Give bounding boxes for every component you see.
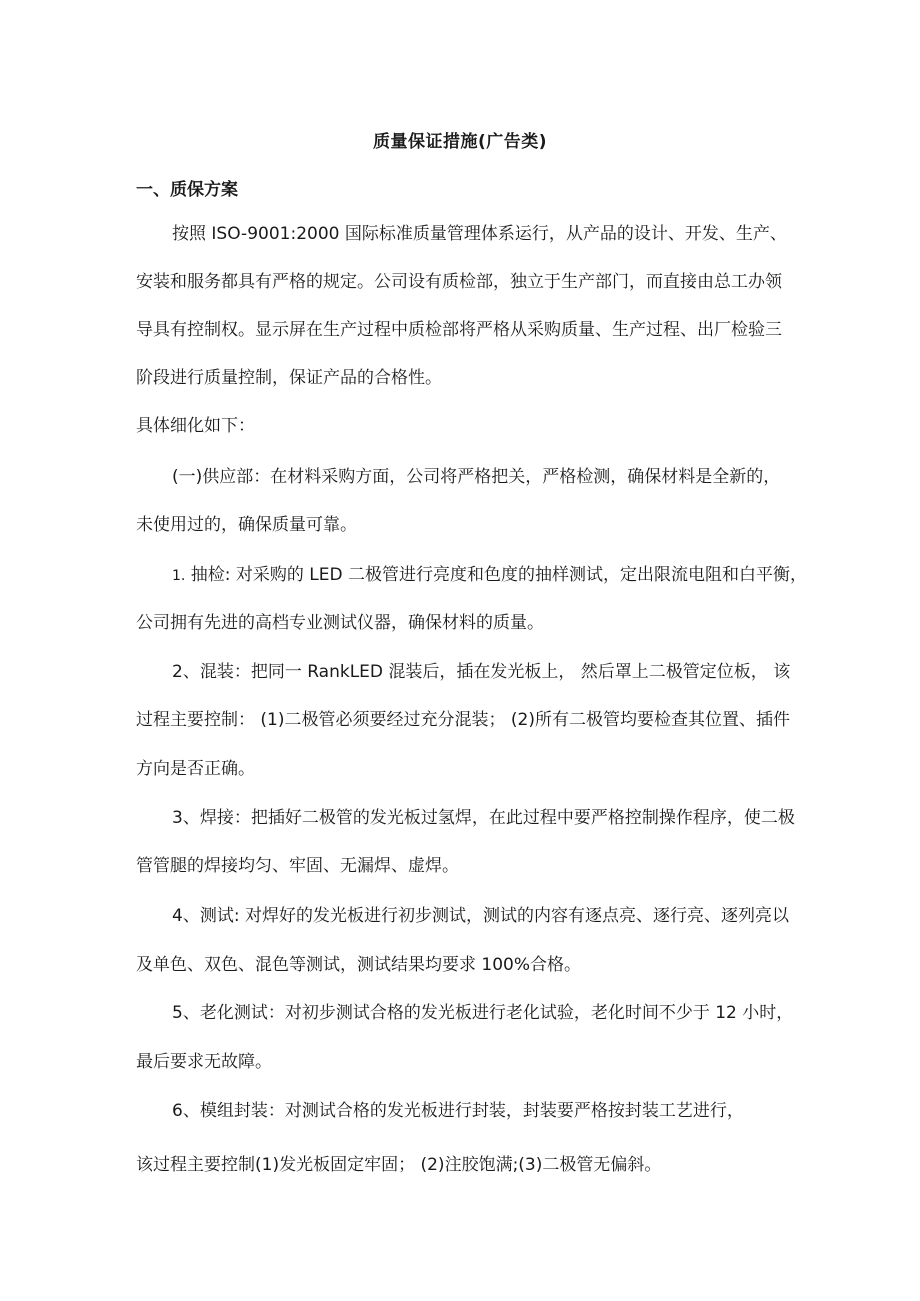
item3-line-2: 管管腿的焊接均匀、牢固、无漏焊、虚焊。 [136, 856, 459, 876]
item4-line-1: 4、测试: 对焊好的发光板进行初步测试，测试的内容有逐点亮、逐行亮、逐列亮以 [172, 906, 789, 926]
intro-line-1: 按照 ISO-9001:2000 国际标准质量管理体系运行，从产品的设计、开发、生产、 [172, 224, 787, 244]
intro-line-4: 阶段进行质量控制，保证产品的合格性。 [136, 368, 442, 388]
item6-line-1: 6、模组封装：对测试合格的发光板进行封装，封装要严格按封装工艺进行， [172, 1101, 744, 1121]
item6-line-2: 该过程主要控制(1)发光板固定牢固； (2)注胶饱满;(3)二极管无偏斜。 [136, 1155, 662, 1175]
item1-number: 1. [172, 568, 186, 584]
item3-line-1: 3、焊接：把插好二极管的发光板过氢焊，在此过程中要严格控制操作程序，使二极 [172, 808, 795, 828]
item2-line-1: 2、混装：把同一 RankLED 混装后，插在发光板上， 然后罩上二极管定位板， 该 [172, 662, 791, 682]
intro-line-3: 导具有控制权。显示屏在生产过程中质检部将严格从采购质量、生产过程、出厂检验三 [136, 320, 782, 340]
supply-line-2: 未使用过的，确保质量可靠。 [136, 515, 357, 535]
item4-line-2: 及单色、双色、混色等测试，测试结果均要求 100%合格。 [136, 955, 582, 975]
intro-line-2: 安装和服务都具有严格的规定。公司设有质检部，独立于生产部门，而直接由总工办领 [136, 272, 782, 292]
item1-line-1 [172, 563, 807, 588]
document-title: 质量保证措施(广告类) [372, 132, 548, 152]
item1-text: 抽检: 对采购的 LED 二极管进行亮度和色度的抽样测试，定出限流电阻和白平衡， [190, 565, 808, 585]
item2-line-2: 过程主要控制： (1)二极管必须要经过充分混装； (2)所有二极管均要检查其位置、插件 [136, 710, 790, 730]
item5-line-2: 最后要求无故障。 [136, 1052, 272, 1072]
details-label: 具体细化如下： [136, 416, 255, 436]
item5-line-1: 5、老化测试：对初步测试合格的发光板进行老化试验，老化时间不少于 12 小时， [172, 1003, 794, 1023]
supply-line-1: (一)供应部：在材料采购方面，公司将严格把关，严格检测，确保材料是全新的， [172, 467, 781, 487]
item2-line-3: 方向是否正确。 [136, 759, 255, 779]
item1-line-2: 公司拥有先进的高档专业测试仪器，确保材料的质量。 [136, 613, 544, 633]
section-heading: 一、质保方案 [136, 180, 238, 200]
